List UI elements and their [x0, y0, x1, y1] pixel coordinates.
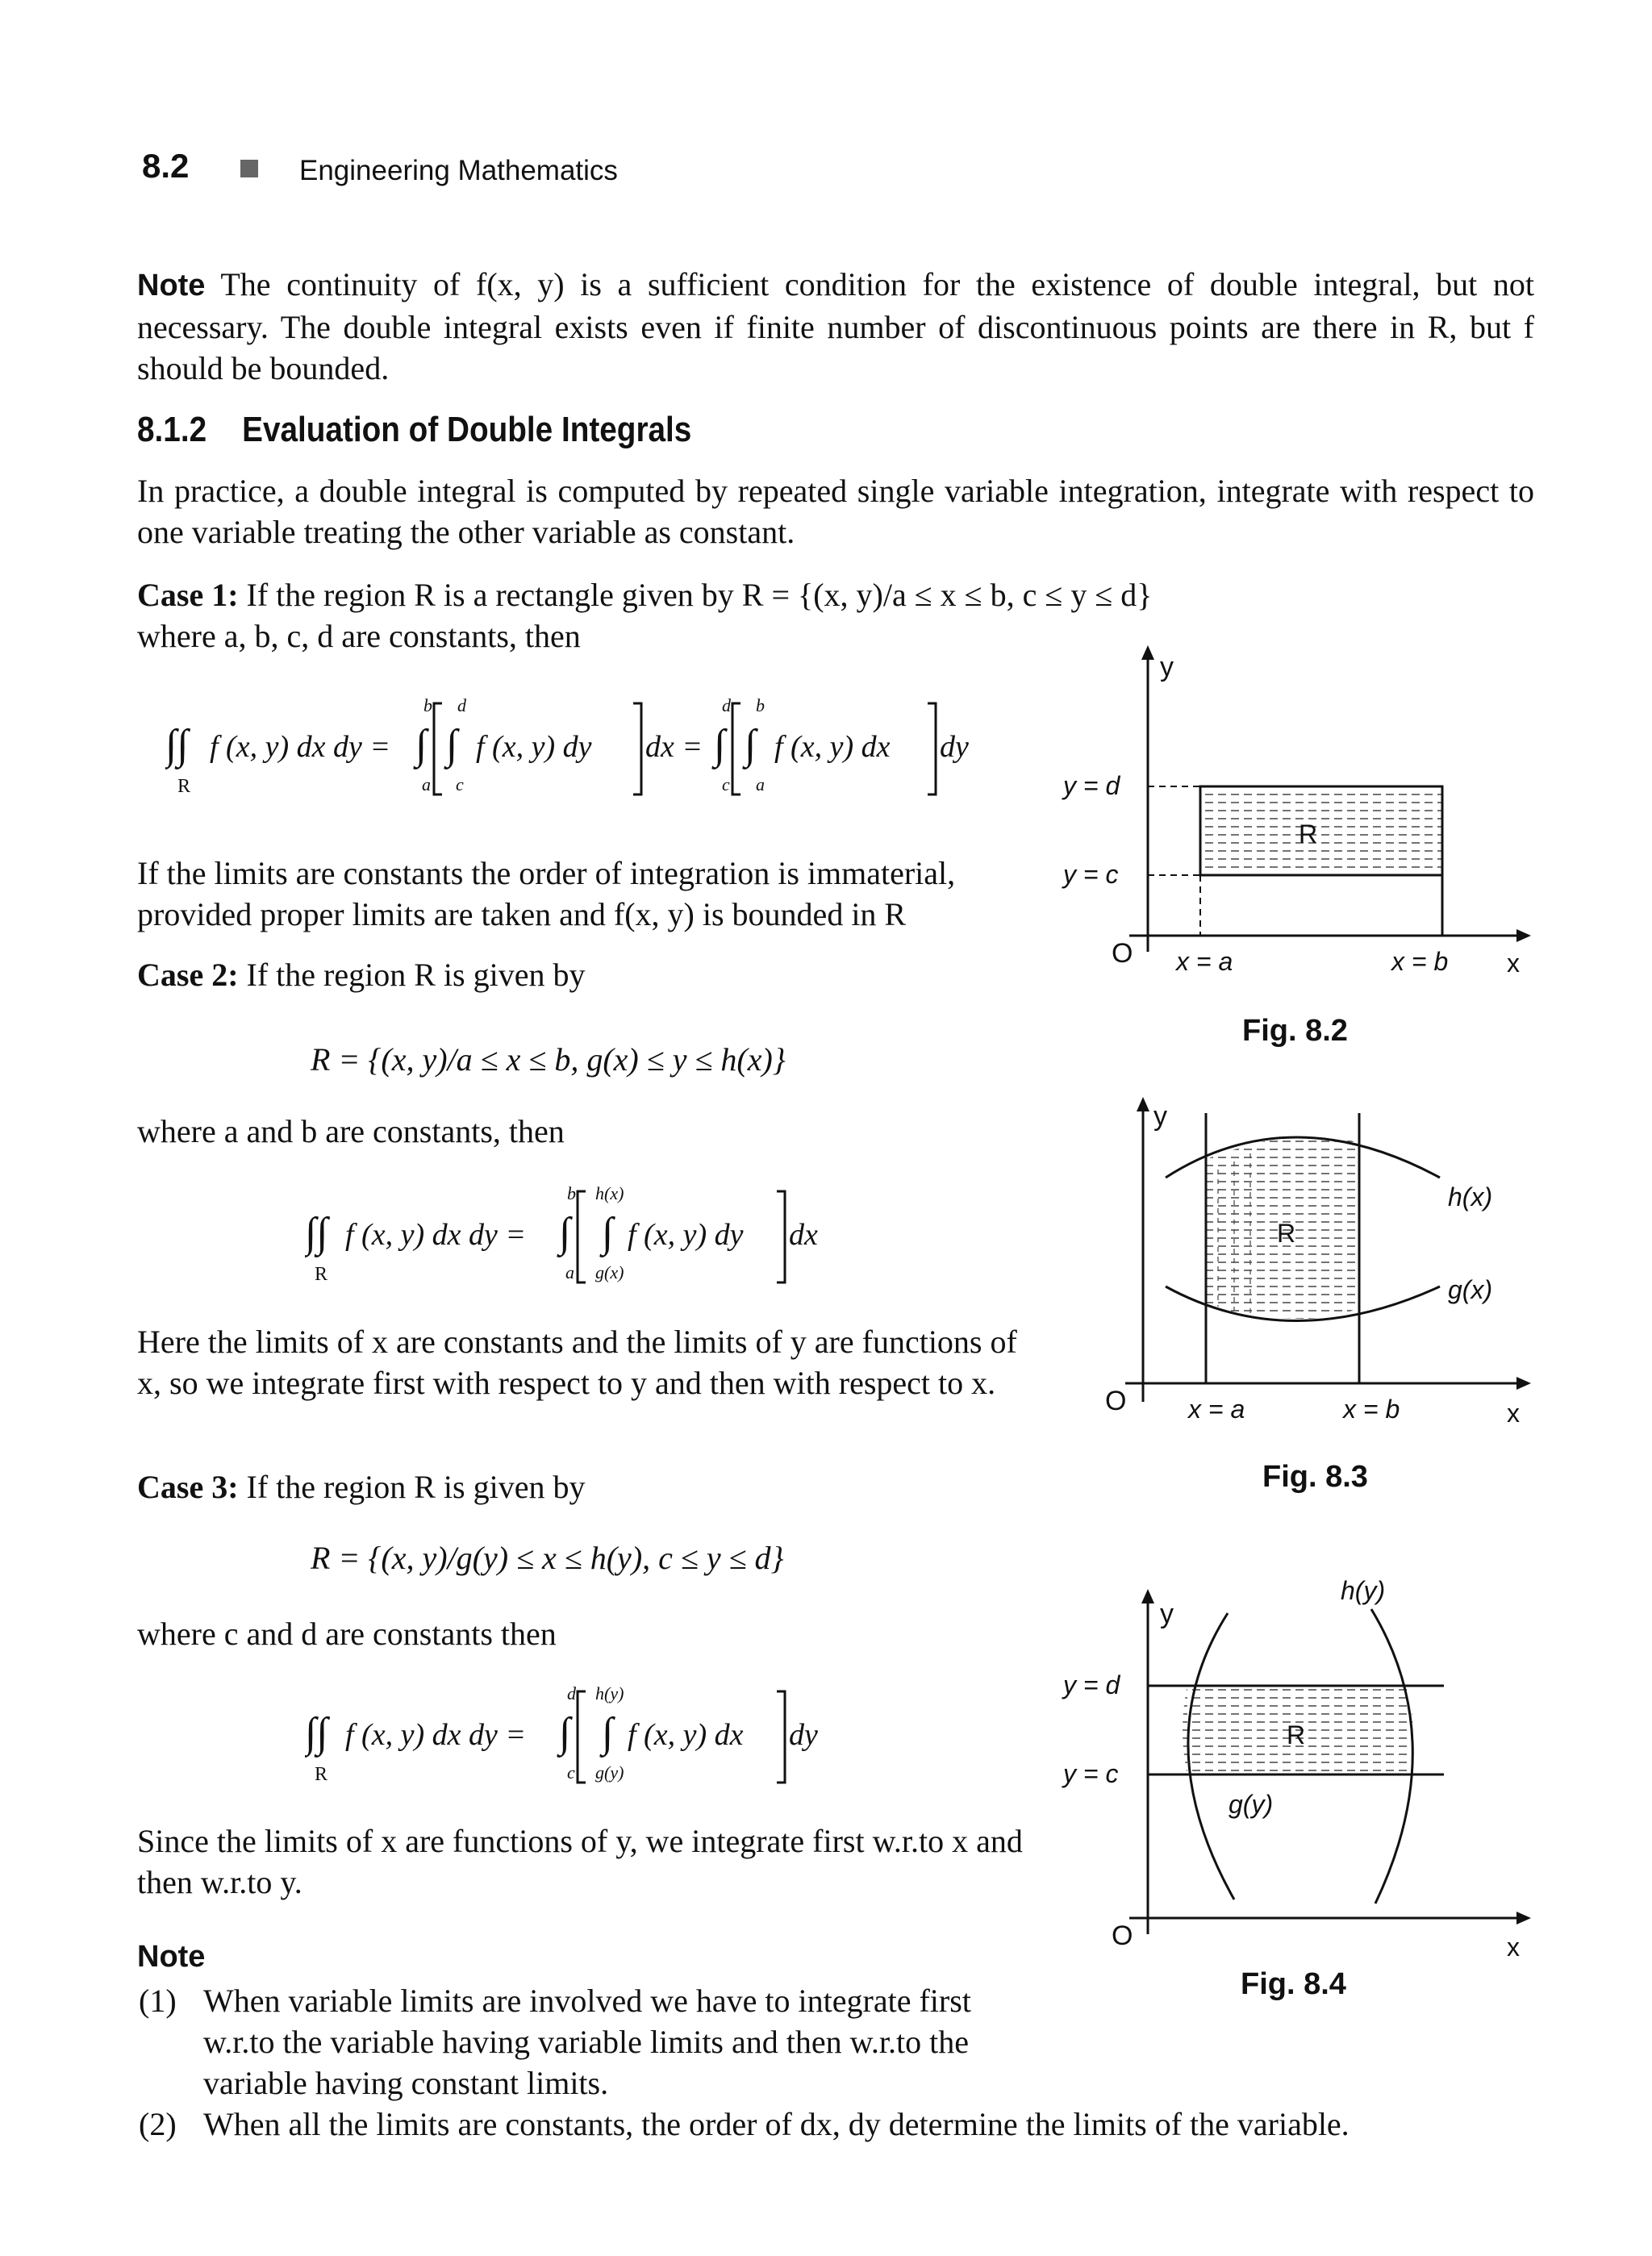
svg-text:f (x, y) dx dy =: f (x, y) dx dy =	[345, 1218, 526, 1252]
fig83-y-label: y	[1153, 1101, 1167, 1132]
svg-text:dy: dy	[940, 730, 969, 764]
book-title: Engineering Mathematics	[299, 155, 618, 186]
fig84-caption: Fig. 8.4	[1241, 1967, 1346, 2001]
case2-text: If the region R is given by	[246, 957, 586, 993]
svg-text:f (x, y) dx dy =: f (x, y) dx dy =	[210, 730, 390, 764]
fig82-x-label: x	[1507, 949, 1520, 978]
svg-text:a: a	[422, 774, 431, 794]
svg-text:∫: ∫	[415, 722, 428, 768]
svg-text:dx =: dx =	[645, 730, 703, 764]
case1-equation-graphic	[165, 694, 1004, 807]
case3-equation-graphic	[305, 1682, 870, 1795]
figure-8-4	[1062, 1576, 1531, 2001]
case3-label: Case 3:	[137, 1469, 239, 1505]
svg-text:f (x, y) dx: f (x, y) dx	[774, 730, 891, 764]
svg-text:∫: ∫	[714, 722, 726, 768]
svg-text:b: b	[423, 695, 432, 715]
note2-item-1	[139, 1980, 1026, 2104]
section-number: 8.1.2	[137, 410, 207, 449]
svg-text:∫∫: ∫∫	[305, 1710, 328, 1756]
section-title: Evaluation of Double Integrals	[242, 410, 692, 449]
fig84-region-label: R	[1287, 1720, 1306, 1749]
fig84-x-label: x	[1507, 1933, 1520, 1962]
fig84-h-label: h(y)	[1341, 1576, 1386, 1605]
note2-label: Note	[137, 1940, 206, 1974]
svg-text:dx: dx	[789, 1218, 818, 1252]
case3-text: If the region R is given by	[246, 1469, 586, 1505]
note-label: Note	[137, 269, 206, 302]
fig83-region-label: R	[1277, 1219, 1296, 1248]
note-text: The continuity of f(x, y) is a sufficient condition for the existence of double integral, but not necessary. The double integral exists even if finite number of discontinuous points are there in R, but f should be bounded.	[137, 266, 1534, 386]
fig82-region-rect	[1200, 786, 1442, 875]
case2-after: Here the limits of x are constants and the limits of y are functions of x, so we integrate first with respect to y and then with respect to x.	[137, 1324, 1017, 1401]
case1-text2: where a, b, c, d are constants, then	[137, 618, 581, 654]
svg-text:∫∫: ∫∫	[165, 722, 189, 768]
svg-text:f (x, y) dy: f (x, y) dy	[476, 730, 592, 764]
fig83-g-label: g(x)	[1448, 1275, 1493, 1304]
fig83-caption: Fig. 8.3	[1262, 1460, 1368, 1494]
fig82-xb-label: x = b	[1391, 947, 1449, 976]
fig84-origin-label: O	[1112, 1920, 1133, 1951]
fig82-xa-label: x = a	[1176, 947, 1233, 976]
fig82-origin-label: O	[1112, 938, 1133, 969]
note2-item-1-text: When variable limits are involved we have to integrate first w.r.to the variable having variable limits and then w.r.to the variable having constant limits.	[203, 1983, 971, 2101]
fig84-yd-label: y = d	[1063, 1670, 1120, 1699]
case3-text2: where c and d are constants then	[137, 1616, 557, 1652]
svg-text:d: d	[567, 1683, 576, 1703]
page-number: 8.2	[142, 147, 190, 185]
note2-item-2	[139, 2104, 1591, 2145]
figures-panel	[1049, 645, 1533, 2033]
section-intro: In practice, a double integral is computed by repeated single variable integration, integrate with respect to one variable treating the other variable as constant.	[137, 473, 1534, 550]
note2-item-1-num: (1)	[139, 1983, 177, 2019]
figure-8-2	[1062, 645, 1531, 1048]
figure-8-3	[1105, 1097, 1531, 1494]
svg-text:h(y): h(y)	[595, 1683, 624, 1703]
fig83-x-label: x	[1507, 1399, 1520, 1428]
case3-paragraph	[137, 1466, 1024, 1507]
svg-text:b: b	[567, 1183, 576, 1203]
svg-text:h(x): h(x)	[595, 1183, 624, 1203]
svg-text:d: d	[457, 695, 466, 715]
svg-text:b: b	[756, 695, 765, 715]
case1-paragraph	[137, 574, 1266, 657]
svg-text:a: a	[756, 774, 765, 794]
fig82-yd-label: y = d	[1063, 771, 1120, 800]
svg-text:a: a	[565, 1262, 574, 1282]
case3-region: R = {(x, y)/g(y) ≤ x ≤ h(y), c ≤ y ≤ d}	[311, 1540, 784, 1576]
svg-text:R: R	[315, 1264, 328, 1285]
fig82-yc-label: y = c	[1063, 860, 1119, 889]
case2-region: R = {(x, y)/a ≤ x ≤ b, g(x) ≤ y ≤ h(x)}	[311, 1041, 786, 1078]
fig82-y-label: y	[1160, 652, 1174, 682]
case1-equation	[165, 694, 1004, 807]
svg-text:dy: dy	[789, 1718, 818, 1752]
svg-text:d: d	[722, 695, 731, 715]
svg-text:∫∫: ∫∫	[305, 1210, 328, 1256]
note-paragraph	[137, 264, 1534, 389]
case1-text: If the region R is a rectangle given by R = {(x, y)/a ≤ x ≤ b, c ≤ y ≤ d}	[246, 577, 1153, 613]
svg-text:∫: ∫	[559, 1710, 571, 1756]
case1-label: Case 1:	[137, 577, 239, 613]
svg-text:g(y): g(y)	[595, 1762, 624, 1783]
svg-text:g(x): g(x)	[595, 1262, 624, 1282]
fig83-xa-label: x = a	[1188, 1395, 1245, 1424]
svg-text:f (x, y) dx: f (x, y) dx	[628, 1718, 744, 1752]
fig82-region-label: R	[1299, 819, 1318, 849]
case2-paragraph	[137, 954, 1024, 995]
svg-text:R: R	[315, 1764, 328, 1785]
case1-after: If the limits are constants the order of integration is immaterial, provided proper limits are taken and f(x, y) is bounded in R	[137, 855, 956, 932]
case2-label: Case 2:	[137, 957, 239, 993]
fig82-caption: Fig. 8.2	[1242, 1014, 1348, 1048]
case3-after: Since the limits of x are functions of y, we integrate first w.r.to x and then w.r.to y.	[137, 1823, 1023, 1900]
svg-text:∫: ∫	[602, 1210, 614, 1256]
note2-item-2-num: (2)	[139, 2106, 177, 2142]
svg-text:∫: ∫	[446, 722, 458, 768]
svg-text:c: c	[567, 1762, 575, 1783]
case2-equation	[305, 1182, 870, 1295]
svg-text:f (x, y) dx dy =: f (x, y) dx dy =	[345, 1718, 526, 1752]
fig84-g-label: g(y)	[1229, 1790, 1274, 1819]
case3-equation	[305, 1682, 870, 1795]
svg-text:f (x, y) dy: f (x, y) dy	[628, 1218, 744, 1252]
case2-equation-graphic	[305, 1182, 870, 1295]
svg-text:∫: ∫	[559, 1210, 571, 1256]
note2-item-2-text: When all the limits are constants, the order of dx, dy determine the limits of the variable.	[203, 2106, 1350, 2142]
svg-text:c: c	[456, 774, 464, 794]
fig84-y-label: y	[1160, 1599, 1174, 1629]
fig83-origin-label: O	[1105, 1386, 1127, 1416]
section-heading	[137, 410, 691, 450]
case2-text2: where a and b are constants, then	[137, 1113, 565, 1149]
svg-text:R: R	[177, 776, 191, 797]
svg-text:∫: ∫	[602, 1710, 614, 1756]
fig84-yc-label: y = c	[1063, 1759, 1119, 1788]
fig83-xb-label: x = b	[1343, 1395, 1400, 1424]
svg-text:∫: ∫	[745, 722, 757, 768]
svg-text:c: c	[722, 774, 730, 794]
header-square-icon	[240, 160, 258, 177]
fig83-h-label: h(x)	[1448, 1182, 1493, 1211]
